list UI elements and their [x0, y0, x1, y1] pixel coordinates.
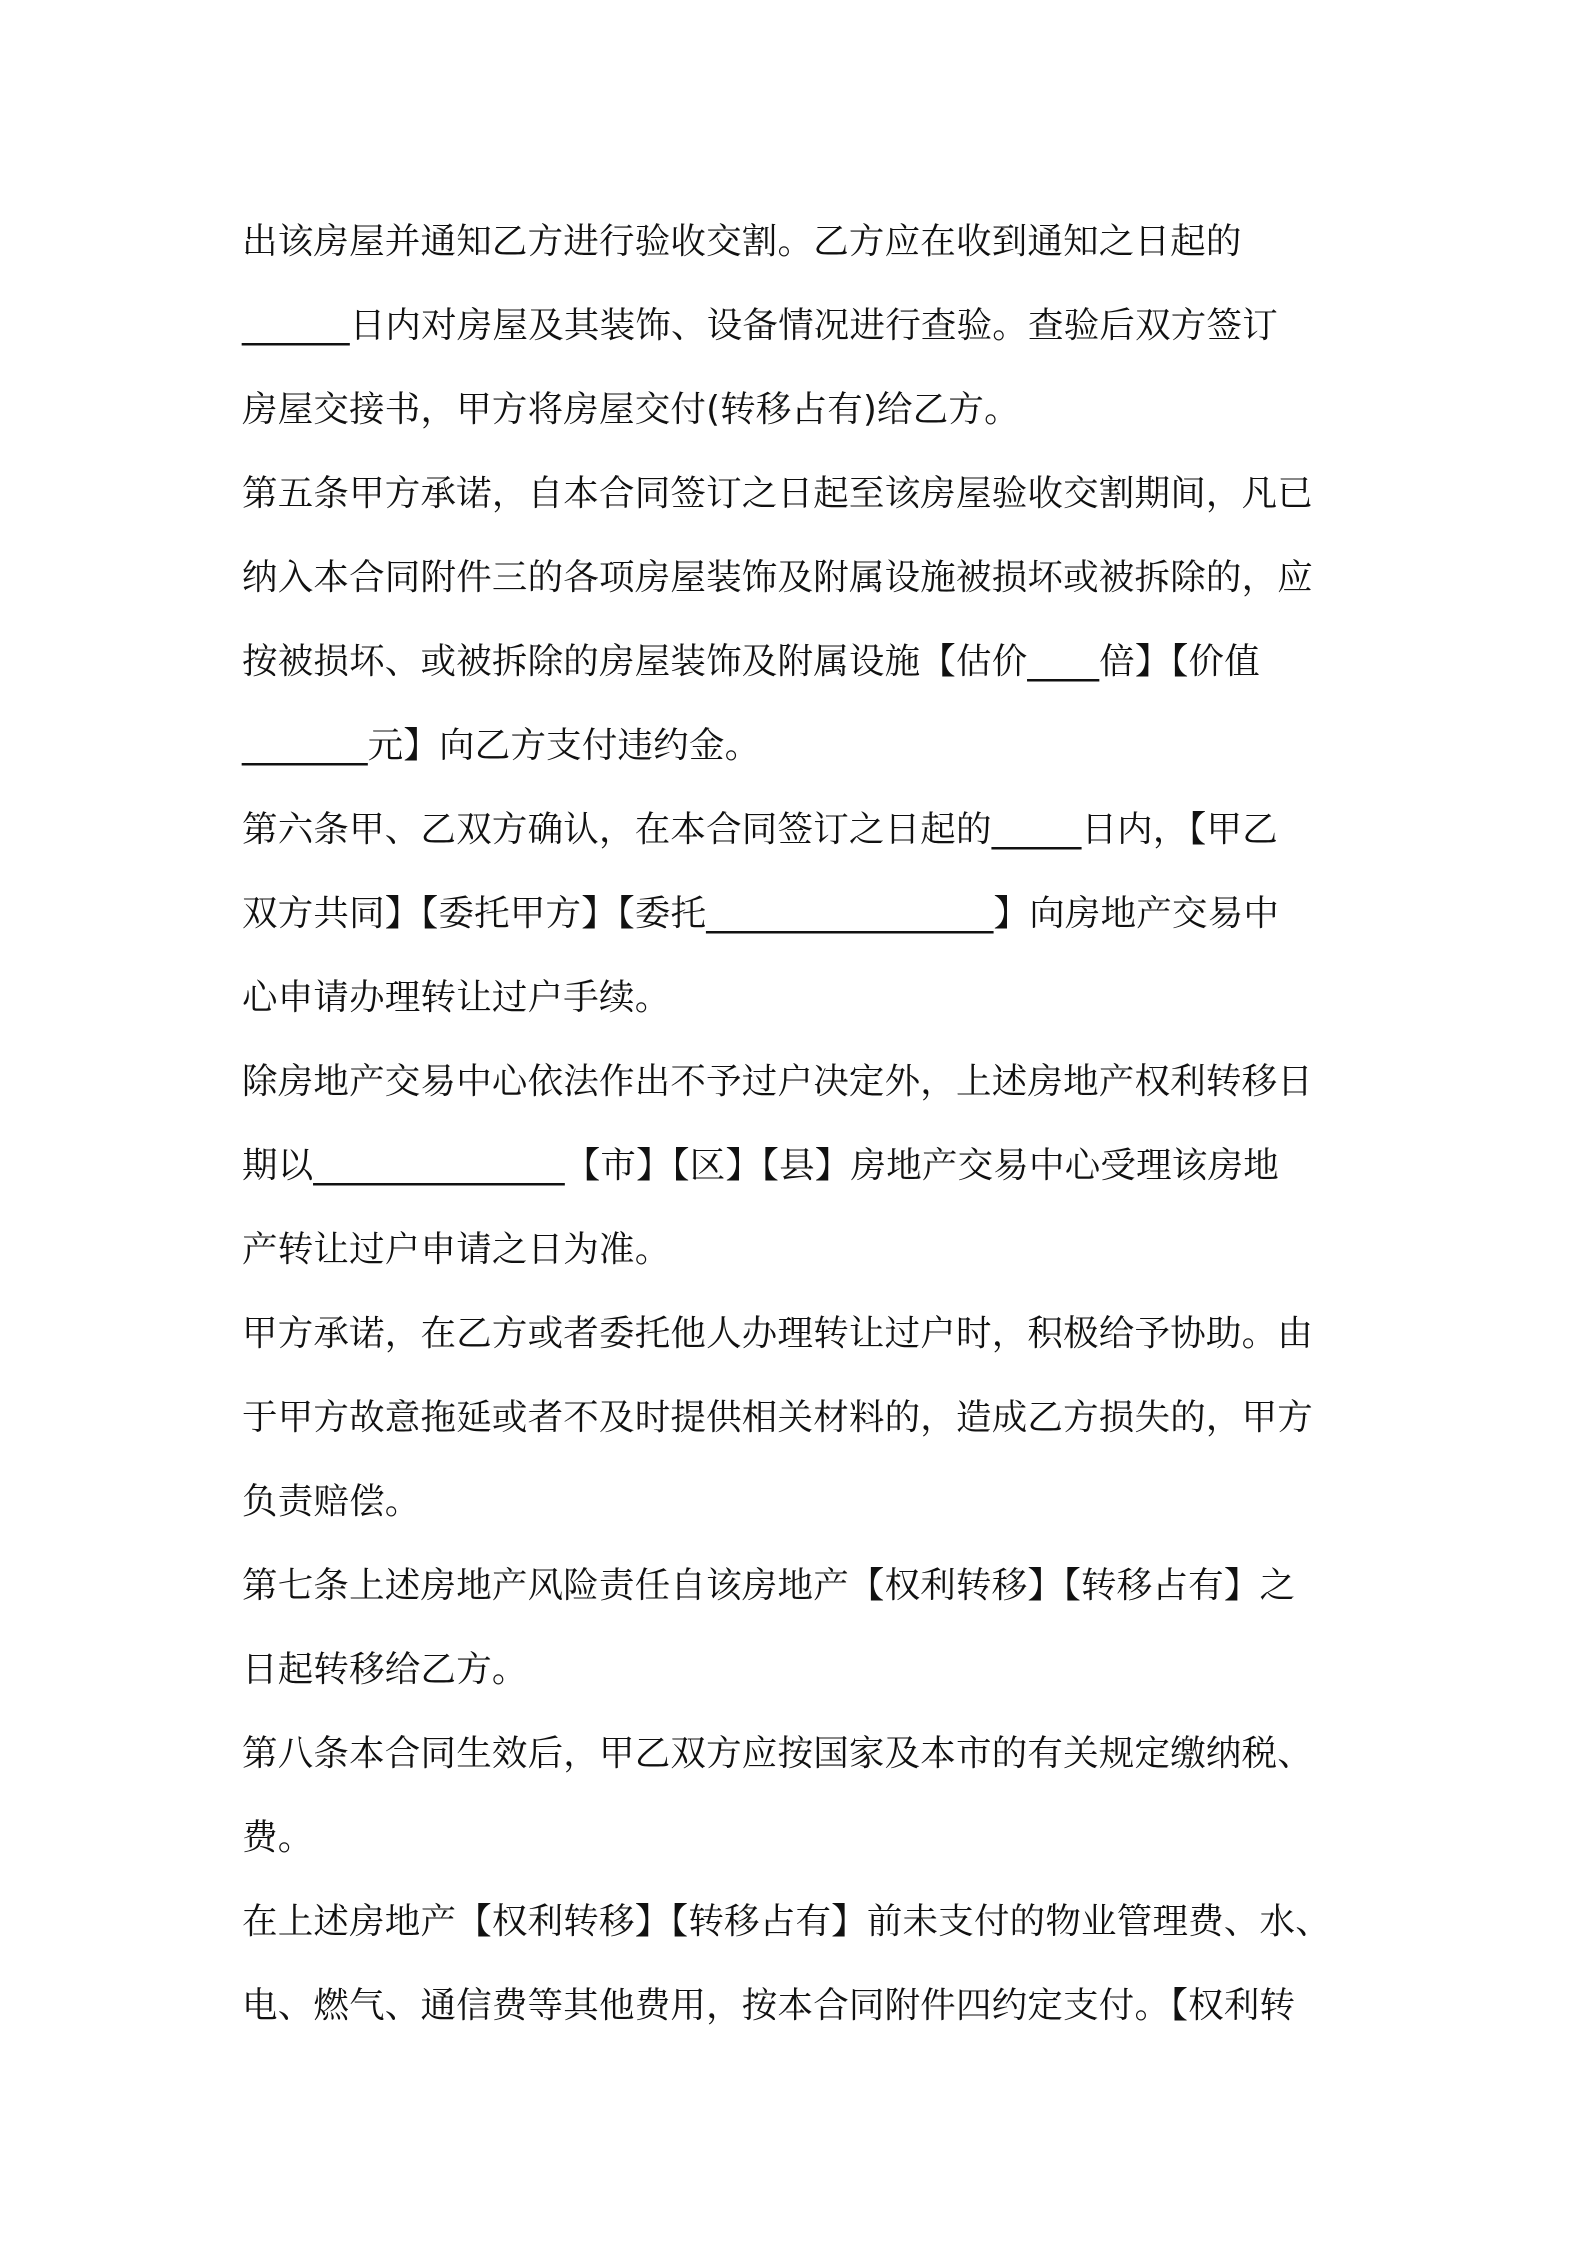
text-line: 房屋交接书，甲方将房屋交付(转移占有)给乙方。 — [242, 389, 1020, 430]
text-line: 第八条本合同生效后，甲乙双方应按国家及本市的有关规定缴纳税、 — [242, 1733, 1314, 1774]
text-line: 纳入本合同附件三的各项房屋装饰及附属设施被损坏或被拆除的，应 — [242, 557, 1314, 598]
text-line: 电、燃气、通信费等其他费用，按本合同附件四约定支付。【权利转 — [242, 1985, 1296, 2026]
text-line: 在上述房地产【权利转移】【转移占有】前未支付的物业管理费、水、 — [242, 1901, 1331, 1942]
text-line: 按被损坏、或被拆除的房屋装饰及附属设施【估价____倍】【价值 — [242, 641, 1260, 682]
text-line: 甲方承诺，在乙方或者委托他人办理转让过户时，积极给予协助。由 — [242, 1313, 1314, 1354]
text-line: 第五条甲方承诺，自本合同签订之日起至该房屋验收交割期间，凡已 — [242, 473, 1314, 514]
text-line: 于甲方故意拖延或者不及时提供相关材料的，造成乙方损失的，甲方 — [242, 1397, 1314, 1438]
text-line: ______日内对房屋及其装饰、设备情况进行查验。查验后双方签订 — [242, 305, 1278, 346]
text-line: 第七条上述房地产风险责任自该房地产【权利转移】【转移占有】之 — [242, 1565, 1296, 1606]
text-line: 日起转移给乙方。 — [242, 1649, 528, 1690]
text-line: 出该房屋并通知乙方进行验收交割。乙方应在收到通知之日起的 — [242, 221, 1242, 262]
text-line: 产转让过户申请之日为准。 — [242, 1229, 671, 1270]
document-body — [242, 200, 1360, 2048]
text-line: _______元】向乙方支付违约金。 — [242, 725, 761, 766]
text-line: 第六条甲、乙双方确认，在本合同签订之日起的_____日内，【甲乙 — [242, 809, 1278, 850]
text-line: 负责赔偿。 — [242, 1481, 421, 1522]
text-line: 心申请办理转让过户手续。 — [242, 977, 671, 1018]
text-line: 期以______________【市】【区】【县】房地产交易中心受理该房地 — [242, 1145, 1279, 1186]
text-line: 双方共同】【委托甲方】【委托________________】向房地产交易中 — [242, 893, 1280, 934]
text-line: 除房地产交易中心依法作出不予过户决定外，上述房地产权利转移日 — [242, 1061, 1314, 1102]
text-line: 费。 — [242, 1817, 314, 1858]
